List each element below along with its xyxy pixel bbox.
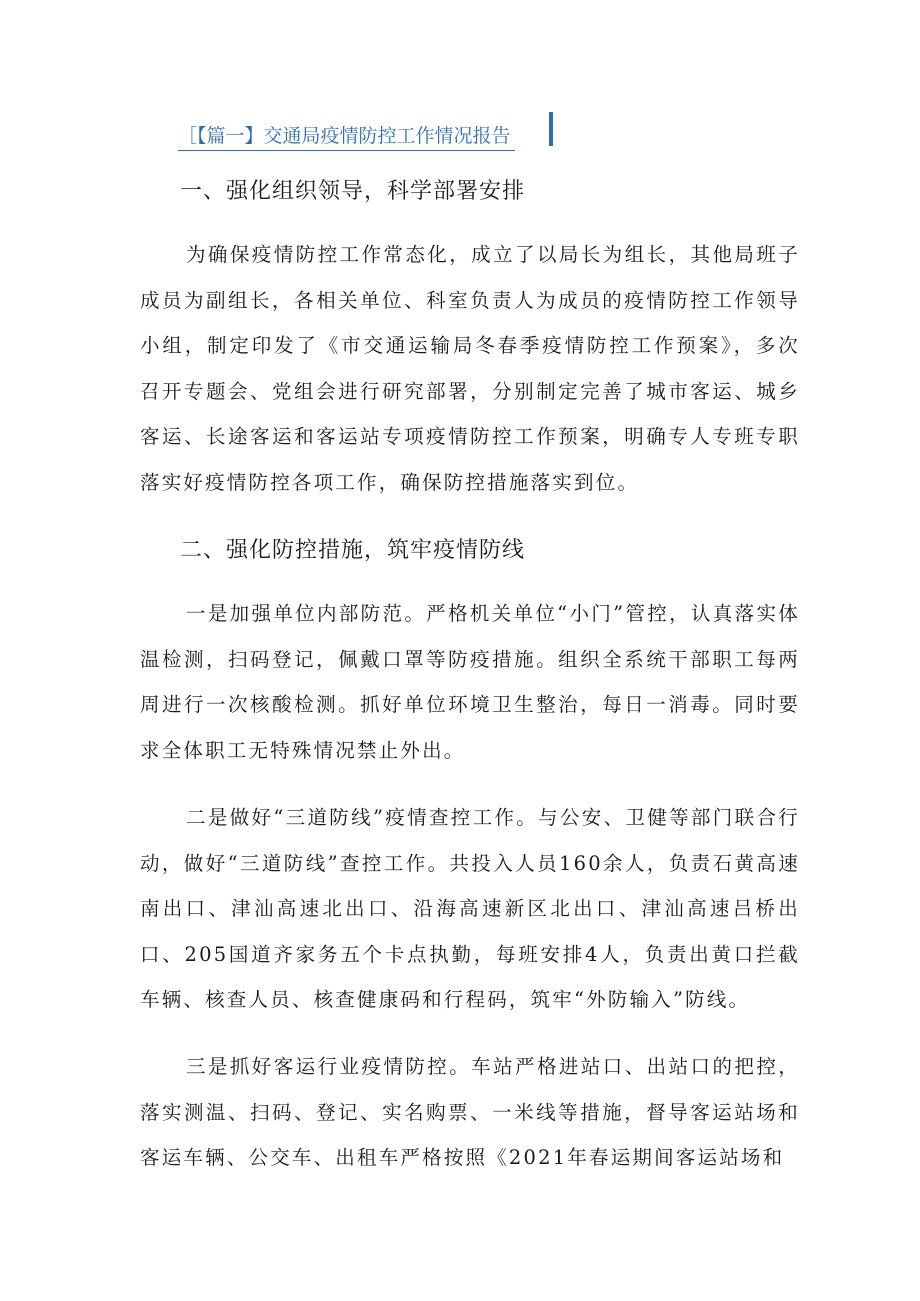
section-2-paragraph-1: 一是加强单位内部防范。严格机关单位“小门”管控，认真落实体温检测，扫码登记，佩戴口罩等防疫措施。组织全系统干部职工每两周进行一次核酸检测。抓好单位环境卫生整治，每日一消毒。同时要求全体职工无特殊情况禁止外出。 [140,602,800,762]
text-cursor [549,112,553,146]
section-1-paragraph: 为确保疫情防控工作常态化，成立了以局长为组长，其他局班子成员为副组长，各相关单位、科室负责人为成员的疫情防控工作领导小组，制定印发了《市交通运输局冬春季疫情防控工作预案》，多次召开专题会、党组会进行研究部署，分别制定完善了城市客运、城乡客运、长途客运和客运站专项疫情防控工作预案，明确专人专班专职落实好疫情防控各项工作，确保防控措施落实到位。 [140,243,800,494]
document-title-link[interactable]: ［【篇一】交通局疫情防控工作情况报告 [178,122,515,151]
section-2-paragraph-3: 三是抓好客运行业疫情防控。车站严格进站口、出站口的把控，落实测温、扫码、登记、实名购票、一米线等措施，督导客运站场和客运车辆、公交车、出租车严格按照《2021年春运期间客运站场和 [140,1055,800,1169]
section-2-paragraph-2: 二是做好“三道防线”疫情查控工作。与公安、卫健等部门联合行动，做好“三道防线”查控工作。共投入人员160余人，负责石黄高速南出口、津汕高速北出口、沿海高速新区北出口、津汕高速吕桥出口、205国道齐家务五个卡点执勤，每班安排4人，负责出黄口拦截车辆、核查人员、核查健康码和行程码，筑牢“外防输入”防线。 [140,806,800,1011]
section-heading-2: 二、强化防控措施，筑牢疫情防线 [180,538,526,563]
section-heading-1: 一、强化组织领导，科学部署安排 [180,179,526,204]
